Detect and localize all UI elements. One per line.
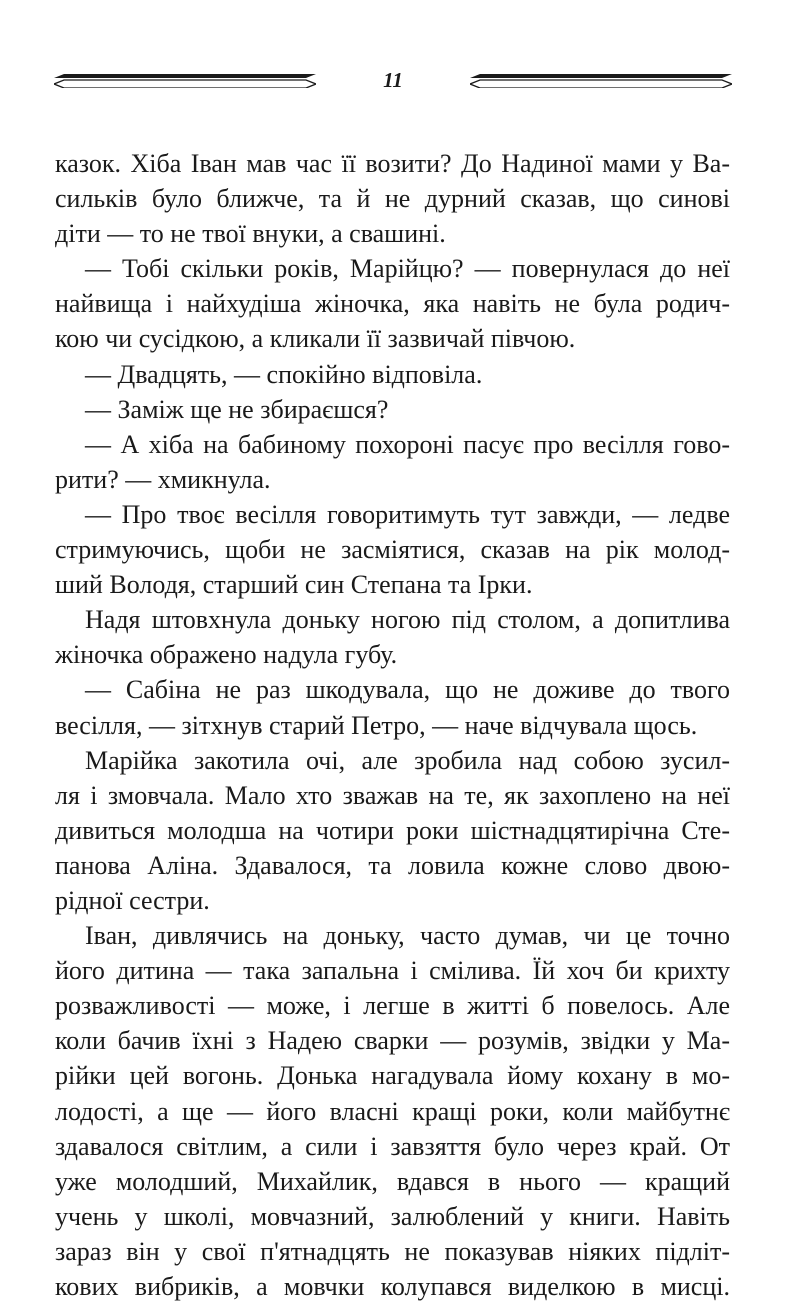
text-line: дивиться молодша на чотири роки шістнадцятирічна Сте- [55, 815, 730, 845]
body-text [55, 146, 730, 1304]
text-line: рідної сестри. [55, 885, 210, 915]
text-line: — Заміж ще не збираєшся? [85, 394, 389, 424]
text-line: рійки цей вогонь. Донька нагадувала йому кохану в мо- [55, 1061, 730, 1091]
text-line: коли бачив їхні з Надею сварки — розумів, звідки у Ма- [55, 1026, 730, 1056]
text-line: — Про твоє весілля говоритимуть тут завжди, — ледве [85, 499, 730, 529]
text-line: весілля, — зітхнув старий Петро, — наче відчувала щось. [55, 710, 698, 740]
page-number: 11 [383, 68, 403, 92]
text-line: казок. Хіба Іван мав час її возити? До Надиної мами у Ва- [55, 149, 730, 178]
text-line: Іван, дивлячись на доньку, часто думав, чи це точно [85, 921, 730, 951]
text-line: панова Аліна. Здавалося, та ловила кожне слово двою- [55, 850, 730, 880]
text-line: уже молодший, Михайлик, вдався в нього — кращий [55, 1166, 730, 1196]
text-line: Надя штовхнула доньку ногою під столом, а допитлива [85, 605, 730, 635]
text-line: — Сабіна не раз шкодувала, що не доживе до твого [85, 675, 730, 705]
text-line: діти — то не твої внуки, а свашині. [55, 219, 446, 249]
text-line: сильків було ближче, та й не дурний сказав, що синові [55, 184, 730, 214]
text-line: кою чи сусідкою, а кликали її зазвичай півчою. [55, 324, 576, 354]
text-line: жіночка ображено надула губу. [55, 640, 398, 670]
text-line: — Тобі скільки років, Марійцю? — повернулася до неї [85, 254, 730, 284]
text-line: розважливості — може, і легше в житті б повелось. Але [55, 991, 730, 1021]
text-line: ля і змовчала. Мало хто зважав на те, як захоплено на неї [55, 780, 730, 810]
text-line: найвища і найхудіша жіночка, яка навіть не була родич- [55, 289, 730, 319]
text-line: ший Володя, старший син Степана та Ірки. [55, 570, 533, 600]
text-line: здавалося світлим, а сили і завзяття було через край. От [55, 1131, 730, 1161]
text-line: лодості, а ще — його власні кращі роки, коли майбутнє [55, 1096, 730, 1126]
text-line: учень у школі, мовчазний, залюблений у книги. Навіть [55, 1201, 730, 1231]
running-header [54, 66, 732, 96]
text-line: його дитина — така запальна і смілива. Їй хоч би крихту [55, 956, 730, 986]
text-line: Марійка закотила очі, але зробила над собою зусил- [85, 745, 730, 775]
text-line: рити? — хмикнула. [55, 464, 271, 494]
header-rule-right [470, 74, 732, 88]
text-line: — А хіба на бабиному похороні пасує про весілля гово- [85, 429, 730, 459]
text-line: — Двадцять, — спокійно відповіла. [85, 359, 483, 389]
text-line: кових вибриків, а мовчки колупався виделкою в мисці. [55, 1272, 730, 1301]
text-line: зараз він у свої п'ятнадцять не показував ніяких підліт- [55, 1236, 730, 1266]
text-line: стримуючись, щоби не засміятися, сказав на рік молод- [55, 535, 730, 565]
